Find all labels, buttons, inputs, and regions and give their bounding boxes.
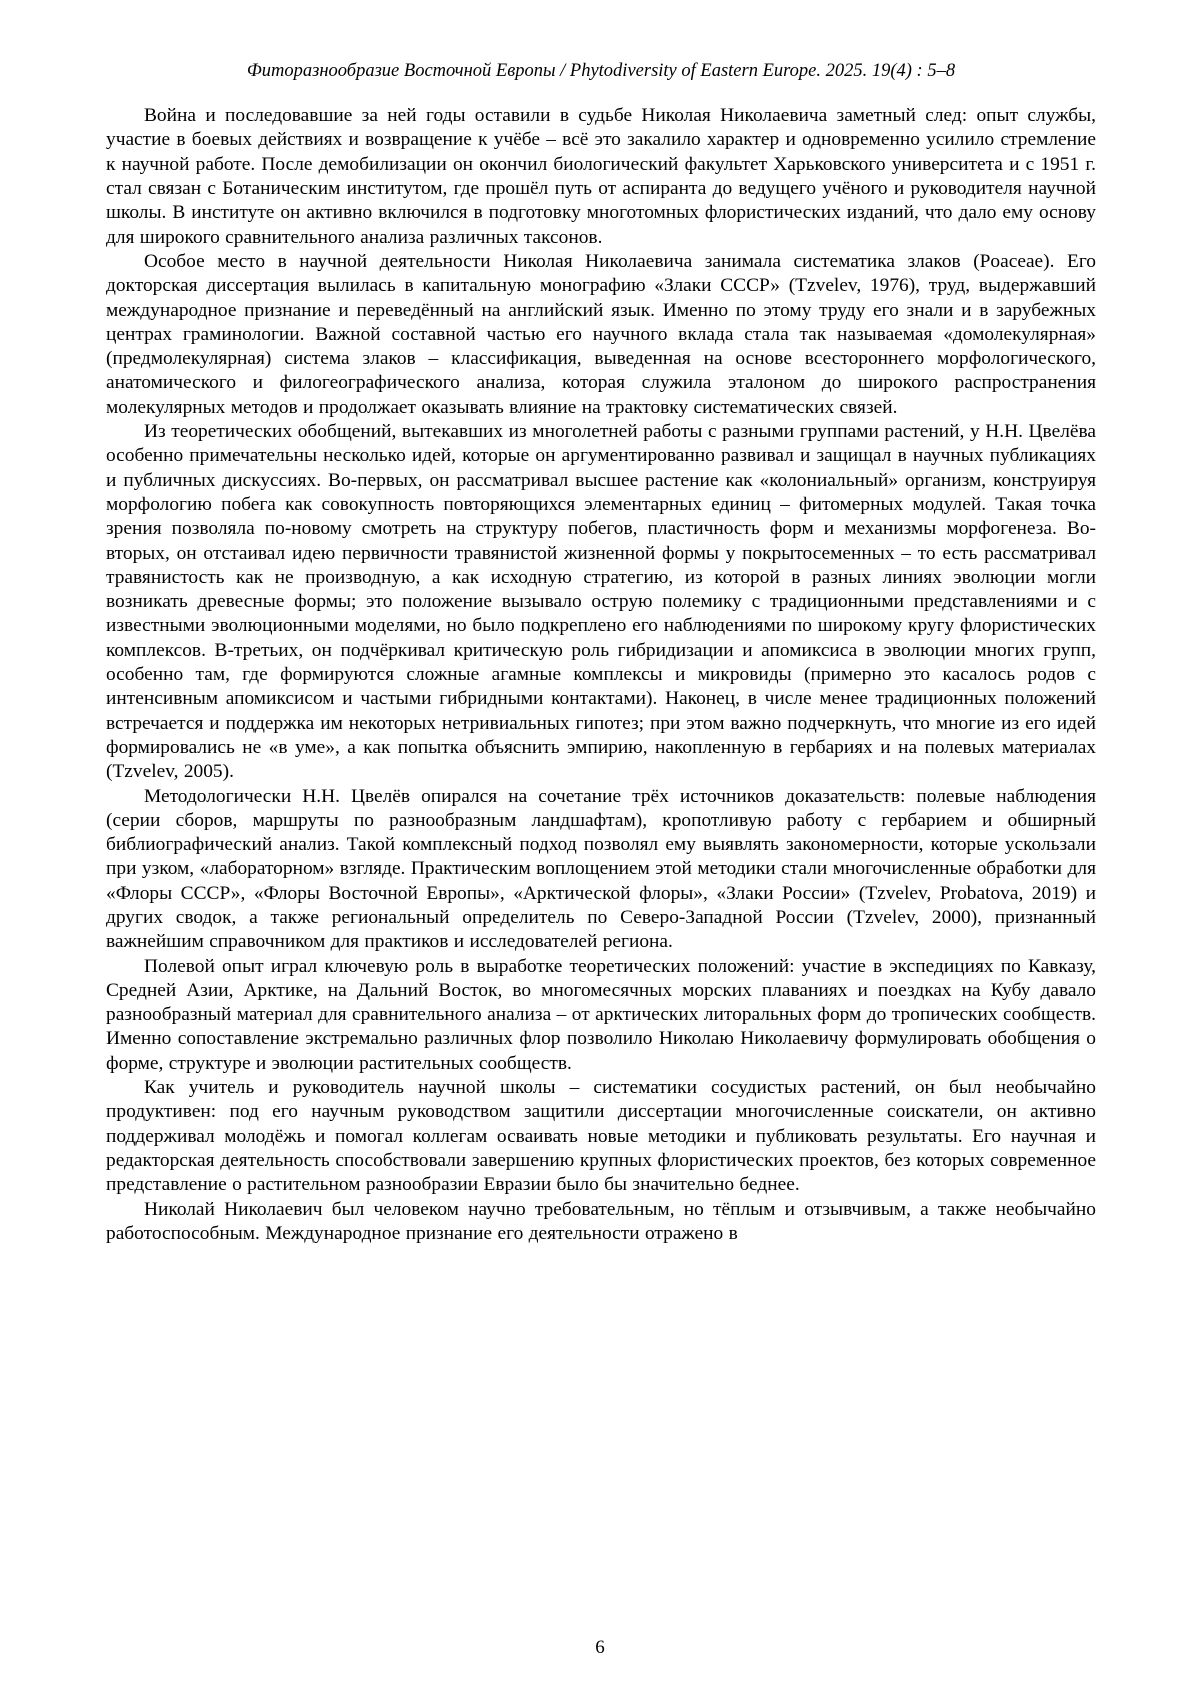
page-number: 6 <box>595 1637 605 1658</box>
paragraph: Как учитель и руководитель научной школы – систематики сосудистых растений, он был необычайно продуктивен: под его научным руководством защитили диссертации многочисленные соискатели, он активно поддерживал молодёжь и помогал коллегам осваивать новые методики и публиковать результаты. Его научная и редакторская деятельность способствовали завершению крупных флористических проектов, без которых современное представление о растительном разнообразии Евразии было бы значительно беднее. <box>106 1077 1096 1196</box>
article-body <box>106 104 1096 1246</box>
paragraph: Методологически Н.Н. Цвелёв опирался на сочетание трёх источников доказательств: полевые наблюдения (серии сборов, маршруты по разнообразным ландшафтам), кропотливую работу с гербарием и обширный библиографический анализ. Такой комплексный подход позволял ему выявлять закономерности, которые ускользали при узком, «лабораторном» взгляде. Практическим воплощением этой методики стали многочисленные обработки для «Флоры СССР», «Флоры Восточной Европы», «Арктической флоры», «Злаки России» (Tzvelev, Probatova, 2019) и других сводок, а также региональный определитель по Северо-Западной России (Tzvelev, 2000), признанный важнейшим справочником для практиков и исследователей региона. <box>106 785 1096 953</box>
paragraph: Из теоретических обобщений, вытекавших из многолетней работы с разными группами растений, у Н.Н. Цвелёва особенно примечательны несколько идей, которые он аргументированно развивал и защищал в научных публикациях и публичных дискуссиях. Во-первых, он рассматривал высшее растение как «колониальный» организм, конструируя морфологию побега как совокупность повторяющихся элементарных единиц – фитомерных модулей. Такая точка зрения позволяла по-новому смотреть на структуру побегов, пластичность форм и механизмы морфогенеза. Во-вторых, он отстаивал идею первичности травянистой жизненной формы у покрытосеменных – то есть рассматривал травянистость как не производную, а как исходную стратегию, из которой в разных линиях эволюции могли возникать древесные формы; это положение вызывало острую полемику с традиционными представлениями и с известными эволюционными моделями, но было подкреплено его наблюдениями по широкому кругу флористических комплексов. В-третьих, он подчёркивал критическую роль гибридизации и апомиксиса в эволюции многих групп, особенно там, где формируются сложные агамные комплексы и микровиды (примерно это касалось родов с интенсивным апомиксисом и частыми гибридными контактами). Наконец, в числе менее традиционных положений встречается и поддержка им некоторых нетривиальных гипотез; при этом важно подчеркнуть, что многие из его идей формировались не «в уме», а как попытка объяснить эмпирию, накопленную в гербариях и на полевых материалах (Tzvelev, 2005). <box>106 421 1096 783</box>
journal-running-header: Фиторазнообразие Восточной Европы / Phytodiversity of Eastern Europe. 2025. 19(4) : 5–8 <box>246 61 956 81</box>
paragraph: Особое место в научной деятельности Николая Николаевича занимала систематика злаков (Poaceae). Его докторская диссертация вылилась в капитальную монографию «Злаки СССР» (Tzvelev, 1976), труд, выдержавший международное признание и переведённый на английский язык. Именно по этому труду его знали и в зарубежных центрах граминологии. Важной составной частью его научного вклада стала так называемая «домолекулярная» (предмолекулярная) система злаков – классификация, выведенная на основе всестороннего морфологического, анатомического и филогеографического анализа, которая служила эталоном до широкого распространения молекулярных методов и продолжает оказывать влияние на трактовку систематических связей. <box>106 250 1096 418</box>
paragraph: Война и последовавшие за ней годы оставили в судьбе Николая Николаевича заметный след: опыт службы, участие в боевых действиях и возвращение к учёбе – всё это закалило характер и одновременно усилило стремление к научной работе. После демобилизации он окончил биологический факультет Харьковского университета и с 1951 г. стал связан с Ботаническим институтом, где прошёл путь от аспиранта до ведущего учёного и руководителя научной школы. В институте он активно включился в подготовку многотомных флористических изданий, что дало ему основу для широкого сравнительного анализа различных таксонов. <box>106 105 1096 248</box>
paragraph: Николай Николаевич был человеком научно требовательным, но тёплым и отзывчивым, а также необычайно работоспособным. Международное признание его деятельности отражено в <box>106 1198 1096 1244</box>
paragraph: Полевой опыт играл ключевую роль в выработке теоретических положений: участие в экспедициях по Кавказу, Средней Азии, Арктике, на Дальний Восток, во многомесячных морских плаваниях и поездках на Кубу давало разнообразный материал для сравнительного анализа – от арктических литоральных форм до тропических сообществ. Именно сопоставление экстремально различных флор позволило Николаю Николаевичу формулировать обобщения о форме, структуре и эволюции растительных сообществ. <box>106 955 1096 1074</box>
